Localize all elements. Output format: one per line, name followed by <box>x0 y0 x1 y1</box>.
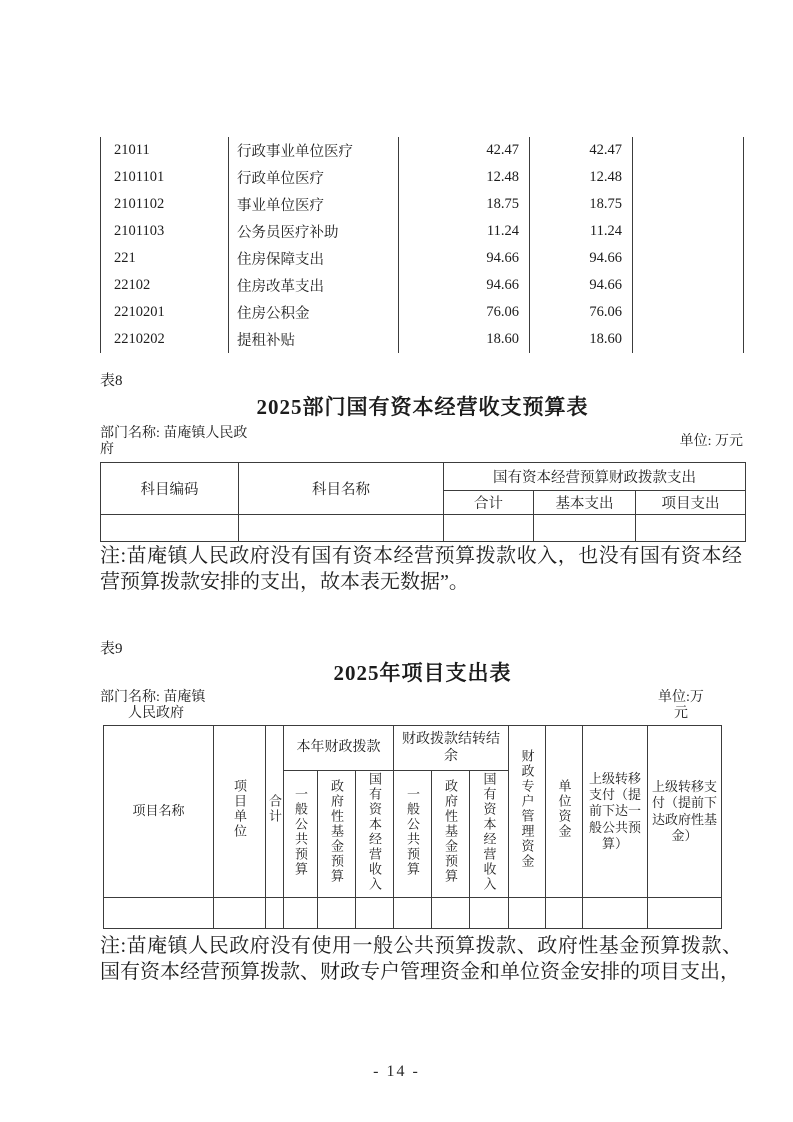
empty-cell <box>444 515 534 542</box>
empty-cell <box>534 515 636 542</box>
amount-basic: 18.75 <box>530 191 633 218</box>
amount-total: 42.47 <box>399 137 530 164</box>
amount-total: 94.66 <box>399 245 530 272</box>
col-header-gov-fund-budget: 政府性基金预算 <box>432 771 470 898</box>
col-header-transfer-general-budget: 上级转移支付（提前下达一般公共预算） <box>583 726 648 898</box>
empty-cell <box>648 898 722 929</box>
empty-cell <box>266 898 284 929</box>
col-header-project: 项目支出 <box>636 491 746 515</box>
subject-name: 提租补贴 <box>229 326 399 353</box>
table8-title: 2025部门国有资本经营收支预算表 <box>256 395 589 419</box>
empty-data-row <box>104 898 722 929</box>
subject-code: 2101101 <box>101 164 229 191</box>
empty-cell <box>356 898 394 929</box>
table-row <box>101 326 744 353</box>
amount-project-empty <box>633 299 744 326</box>
empty-data-row <box>101 515 746 542</box>
subject-name: 公务员医疗补助 <box>229 218 399 245</box>
table-row <box>101 218 744 245</box>
project-expenditure-table <box>103 725 722 929</box>
amount-project-empty <box>633 191 744 218</box>
col-header-project-name: 项目名称 <box>104 726 214 898</box>
dept-line1: 部门名称: 苗庵镇人民政 <box>100 426 248 441</box>
table9-title: 2025年项目支出表 <box>333 661 512 685</box>
empty-cell <box>214 898 266 929</box>
amount-total: 76.06 <box>399 299 530 326</box>
unit-line2: 元 <box>674 706 688 722</box>
empty-cell <box>470 898 509 929</box>
table8-note: 注:苗庵镇人民政府没有国有资本经营预算拨款收入，也没有国有资本经营预算拨款安排的支出，故本表无数据”。 <box>100 545 742 593</box>
amount-basic: 18.60 <box>530 326 633 353</box>
col-header-gov-fund-budget: 政府性基金预算 <box>318 771 356 898</box>
dept-line2: 人民政府 <box>128 706 184 722</box>
subject-code: 2210202 <box>101 326 229 353</box>
subject-name: 住房改革支出 <box>229 272 399 299</box>
group-header-current-year-appropriation: 本年财政拨款 <box>284 726 394 771</box>
table8-label: 表8 <box>100 373 123 389</box>
amount-basic: 94.66 <box>530 245 633 272</box>
empty-cell <box>104 898 214 929</box>
amount-total: 94.66 <box>399 272 530 299</box>
amount-project-empty <box>633 245 744 272</box>
amount-basic: 42.47 <box>530 137 633 164</box>
subject-code: 2101102 <box>101 191 229 218</box>
table9-note: 注:苗庵镇人民政府没有使用一般公共预算拨款、政府性基金预算拨款、国有资本经营预算拨款、财政专户管理资金和单位资金安排的项目支出， <box>100 935 742 983</box>
amount-basic: 11.24 <box>530 218 633 245</box>
amount-total: 18.60 <box>399 326 530 353</box>
table8-dept-name <box>100 426 280 458</box>
amount-project-empty <box>633 137 744 164</box>
page-number: - 14 - <box>373 1063 420 1080</box>
amount-basic: 94.66 <box>530 272 633 299</box>
dept-line1: 部门名称: 苗庵镇 <box>100 690 206 705</box>
table9-dept-name <box>100 690 240 722</box>
col-header-basic: 基本支出 <box>534 491 636 515</box>
col-header-fiscal-account-funds: 财政专户管理资金 <box>509 726 546 898</box>
unit-line1: 单位:万 <box>658 690 704 705</box>
amount-project-empty <box>633 164 744 191</box>
table-row <box>101 245 744 272</box>
subject-name: 住房公积金 <box>229 299 399 326</box>
subject-code: 22102 <box>101 272 229 299</box>
empty-cell <box>318 898 356 929</box>
empty-cell <box>583 898 648 929</box>
subject-code: 2210201 <box>101 299 229 326</box>
col-header-state-capital-income: 国有资本经营收入 <box>356 771 394 898</box>
table-row <box>101 164 744 191</box>
expenditure-continuation-table <box>100 137 744 353</box>
dept-line2: 府 <box>100 442 114 458</box>
subject-code: 21011 <box>101 137 229 164</box>
empty-cell <box>101 515 239 542</box>
table-row <box>101 137 744 164</box>
col-header-total: 合计 <box>266 726 284 898</box>
header-row-groups <box>104 726 722 771</box>
amount-project-empty <box>633 272 744 299</box>
col-header-unit-funds: 单位资金 <box>546 726 583 898</box>
amount-total: 12.48 <box>399 164 530 191</box>
amount-project-empty <box>633 326 744 353</box>
empty-cell <box>432 898 470 929</box>
amount-basic: 12.48 <box>530 164 633 191</box>
col-header-general-public-budget: 一般公共预算 <box>394 771 432 898</box>
empty-cell <box>284 898 318 929</box>
subject-name: 行政事业单位医疗 <box>229 137 399 164</box>
empty-cell <box>239 515 444 542</box>
empty-cell <box>509 898 546 929</box>
empty-cell <box>546 898 583 929</box>
subject-name: 住房保障支出 <box>229 245 399 272</box>
subject-name: 行政单位医疗 <box>229 164 399 191</box>
table-row <box>101 272 744 299</box>
state-capital-budget-table <box>100 462 746 542</box>
subject-name: 事业单位医疗 <box>229 191 399 218</box>
table-row <box>101 299 744 326</box>
col-header-transfer-gov-fund: 上级转移支付（提前下达政府性基金） <box>648 726 722 898</box>
empty-cell <box>394 898 432 929</box>
amount-basic: 76.06 <box>530 299 633 326</box>
amount-project-empty <box>633 218 744 245</box>
empty-cell <box>636 515 746 542</box>
col-header-total: 合计 <box>444 491 534 515</box>
table-row <box>101 191 744 218</box>
table9-unit <box>653 690 709 722</box>
col-header-general-public-budget: 一般公共预算 <box>284 771 318 898</box>
group-header-carryover-appropriation: 财政拨款结转结余 <box>394 726 509 771</box>
col-header-group-state-capital: 国有资本经营预算财政拨款支出 <box>444 463 746 491</box>
subject-code: 2101103 <box>101 218 229 245</box>
amount-total: 18.75 <box>399 191 530 218</box>
col-header-project-unit: 项目单位 <box>214 726 266 898</box>
col-header-subject-name: 科目名称 <box>239 463 444 515</box>
col-header-state-capital-income: 国有资本经营收入 <box>470 771 509 898</box>
amount-total: 11.24 <box>399 218 530 245</box>
table8-unit: 单位: 万元 <box>679 434 743 449</box>
subject-code: 221 <box>101 245 229 272</box>
header-row <box>101 463 746 491</box>
table9-label: 表9 <box>100 641 123 657</box>
col-header-subject-code: 科目编码 <box>101 463 239 515</box>
